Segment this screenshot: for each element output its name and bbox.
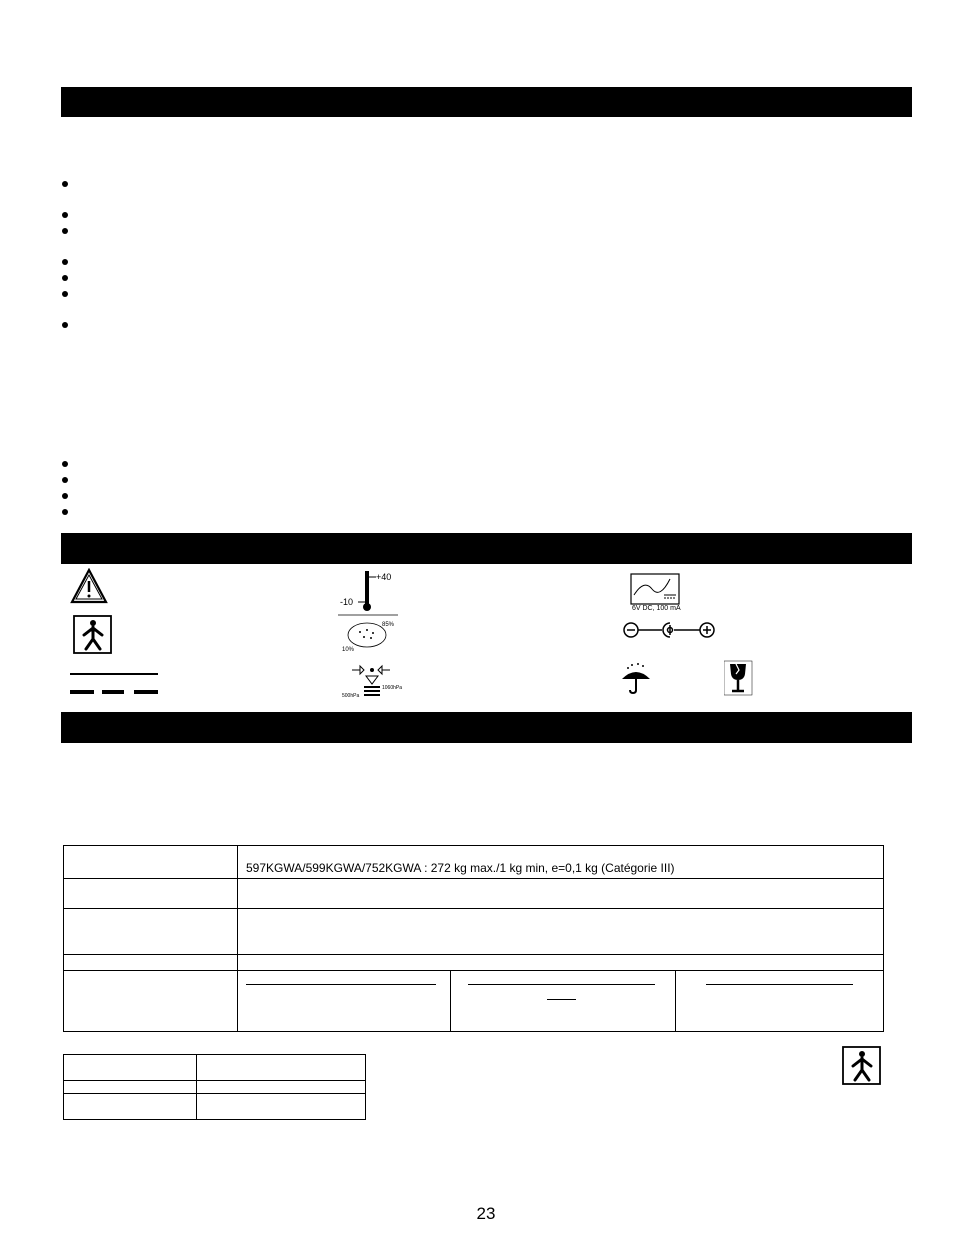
bullet-point <box>62 477 68 483</box>
bullet-point <box>62 259 68 265</box>
humidity-limit-icon <box>340 618 396 654</box>
cell-underline <box>468 984 655 985</box>
bullet-point <box>62 493 68 499</box>
power-rating-label: 6V DC, 100 mA <box>632 605 681 611</box>
bullet-point <box>62 322 68 328</box>
bullet-point <box>62 181 68 187</box>
cell-underline <box>547 999 576 1000</box>
specifications-table <box>63 845 884 1032</box>
spec-value-cell <box>238 846 884 879</box>
section-header-band-2 <box>61 533 912 564</box>
warning-triangle-icon <box>70 568 108 604</box>
spec-subvalue-cell <box>238 971 451 1032</box>
fragile-glass-icon <box>724 660 754 696</box>
spec-subvalue-cell <box>451 971 676 1032</box>
type-bf-applied-part-icon <box>842 1046 882 1086</box>
spec-value-cell <box>238 909 884 955</box>
spec-value-cell <box>238 879 884 909</box>
temperature-limit-icon <box>338 569 400 617</box>
table-cell <box>197 1081 366 1094</box>
atmospheric-pressure-icon <box>342 662 408 698</box>
table-cell <box>64 1055 197 1081</box>
pressure-low-label: 500hPa <box>342 693 360 698</box>
temp-high-label: +40 <box>376 572 392 582</box>
spec-subvalue-cell <box>676 971 884 1032</box>
direct-current-icon <box>70 672 160 698</box>
bullet-point <box>62 509 68 515</box>
secondary-table <box>63 1054 366 1120</box>
spec-label-cell <box>64 955 238 971</box>
table-cell <box>64 1081 197 1094</box>
spec-label-cell <box>64 909 238 955</box>
cell-underline <box>246 984 436 985</box>
bullet-point <box>62 275 68 281</box>
bullet-point <box>62 228 68 234</box>
table-cell <box>197 1094 366 1120</box>
keep-dry-umbrella-icon <box>620 663 652 695</box>
section-header-band-3 <box>61 712 912 743</box>
spec-label-cell <box>64 879 238 909</box>
humidity-high-label: 85% <box>382 622 395 628</box>
bullet-point <box>62 212 68 218</box>
page-number: 23 <box>476 1204 496 1223</box>
humidity-low-label: 10% <box>342 647 355 653</box>
table-cell <box>197 1055 366 1081</box>
spec-label-cell <box>64 971 238 1032</box>
bullet-point <box>62 461 68 467</box>
capacity-value: 597KGWA/599KGWA/752KGWA : 272 kg max./1 kg min, e=0,1 kg (Catégorie III) <box>246 861 675 875</box>
type-bf-applied-part-icon <box>73 615 113 655</box>
cell-underline <box>706 984 853 985</box>
spec-label-cell <box>64 846 238 879</box>
polarity-icon <box>622 620 718 640</box>
temp-low-label: -10 <box>340 597 354 607</box>
table-cell <box>64 1094 197 1120</box>
dc-power-rating-icon <box>630 573 682 611</box>
pressure-high-label: 1060hPa <box>382 685 403 691</box>
section-header-band-1 <box>61 87 912 117</box>
spec-value-cell <box>238 955 884 971</box>
bullet-point <box>62 291 68 297</box>
